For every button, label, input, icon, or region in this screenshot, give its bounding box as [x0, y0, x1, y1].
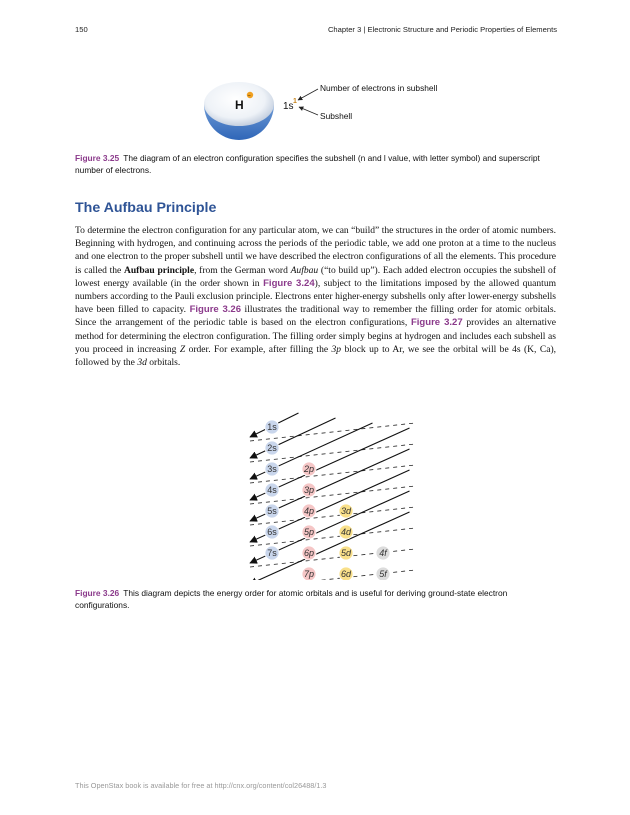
orbital-label-5p: 5p	[303, 527, 315, 538]
aufbau-term: Aufbau principle	[123, 264, 195, 276]
body-text-2: , from the German word	[194, 264, 288, 276]
body-text-8: block up to Ar, we see the orbital will be 4s (K, Ca), followed by the	[75, 343, 557, 369]
orbital-label-5f: 5f	[379, 569, 387, 580]
orbital-label-4f: 4f	[379, 548, 387, 559]
orbital-label-1s: 1s	[267, 422, 277, 433]
body-text-1: To determine the electron configuration for any particular atom, we can “build” the structures in the order of atomic numbers. Beginning with hydrogen, and continuing across the periods of the periodic table, we add one proton at a time to the nucleus and one electron to the proper subshell until we have described the electron configurations of all the elements. This procedure is called the	[75, 225, 556, 276]
orbital-label-2s: 2s	[267, 443, 277, 454]
figure-325-caption	[75, 153, 560, 176]
page-number: 150	[75, 25, 88, 34]
orbital-label-2p: 2p	[303, 464, 315, 475]
figure-324-link[interactable]: Figure 3.24	[263, 277, 315, 289]
orbital-label-5s: 5s	[267, 506, 277, 517]
orbital-label-4p: 4p	[303, 506, 315, 517]
footer-note: This OpenStax book is available for free at http://cnx.org/content/col26488/1.3	[75, 781, 327, 790]
orbital-label-6d: 6d	[340, 569, 352, 580]
figure-326-link[interactable]: Figure 3.26	[189, 304, 242, 316]
config-base: 1s	[283, 101, 294, 112]
figure-326-text: This diagram depicts the energy order for atomic orbitals and is useful for deriving ground-state electron configurations.	[75, 588, 508, 610]
orbital-label-7s: 7s	[267, 548, 277, 559]
orbital-label-3p: 3p	[303, 485, 315, 496]
electron-sign: –	[247, 93, 251, 99]
section-body	[75, 224, 556, 369]
orbital-label-4s: 4s	[267, 485, 277, 496]
figure-325-text: The diagram of an electron configuration specifies the subshell (n and l value, with letter symbol) and superscript number of electrons.	[75, 153, 540, 175]
body-text-3: (“to build up”). Each added electron occupies the subshell of lowest energy available (in the order shown in	[75, 264, 557, 289]
body-text-7: order. For example, after filling the	[188, 343, 329, 355]
german-word: Aufbau	[290, 264, 319, 276]
chapter-header: Chapter 3 | Electronic Structure and Periodic Properties of Elements	[327, 25, 557, 34]
aufbau-filling-order-diagram	[240, 410, 420, 580]
orbital-label-6p: 6p	[303, 548, 315, 559]
section-title: The Aufbau Principle	[75, 200, 217, 216]
electron-configuration-diagram	[190, 74, 490, 148]
config-superscript: 1	[293, 98, 297, 105]
figure-325-label: Figure 3.25	[75, 153, 120, 163]
orbital-label-5d: 5d	[340, 548, 352, 559]
orbital-3p: 3p	[331, 343, 342, 355]
orbital-label-6s: 6s	[267, 527, 277, 538]
subshell-pointer	[299, 107, 318, 115]
figure-327-link[interactable]: Figure 3.27	[410, 317, 463, 329]
z-symbol: Z	[179, 343, 186, 355]
orbital-label-7p: 7p	[303, 569, 315, 580]
body-text-4: ), subject to the limitations imposed by the allowed quantum numbers according to the Pauli exclusion principle. Electrons enter higher-energy subshells only after lower-energy subshells have been filled to capacity.	[75, 277, 557, 316]
body-text-9: orbitals.	[149, 357, 181, 369]
electrons-pointer	[298, 89, 318, 100]
atom-label: H	[235, 98, 244, 112]
body-text-5: illustrates the traditional way to remember the filling order for atomic orbitals. Since the arrangement of the periodic table is based on the electron configurations,	[75, 304, 557, 329]
electrons-label: Number of electrons in subshell	[320, 83, 438, 93]
subshell-label: Subshell	[320, 111, 353, 121]
filling-arrow	[250, 418, 336, 458]
body-text-6: provides an alternative method for determining the electron configuration. The filling order simply begins at hydrogen and includes each subshell as you proceed in increasing	[75, 317, 557, 355]
orbital-3d: 3d	[137, 357, 147, 369]
orbital-label-3d: 3d	[340, 506, 352, 517]
figure-326-label: Figure 3.26	[75, 588, 120, 598]
figure-326-caption	[75, 588, 560, 611]
orbital-label-3s: 3s	[267, 464, 277, 475]
body-paragraph	[75, 224, 556, 369]
orbital-label-4d: 4d	[340, 527, 352, 538]
